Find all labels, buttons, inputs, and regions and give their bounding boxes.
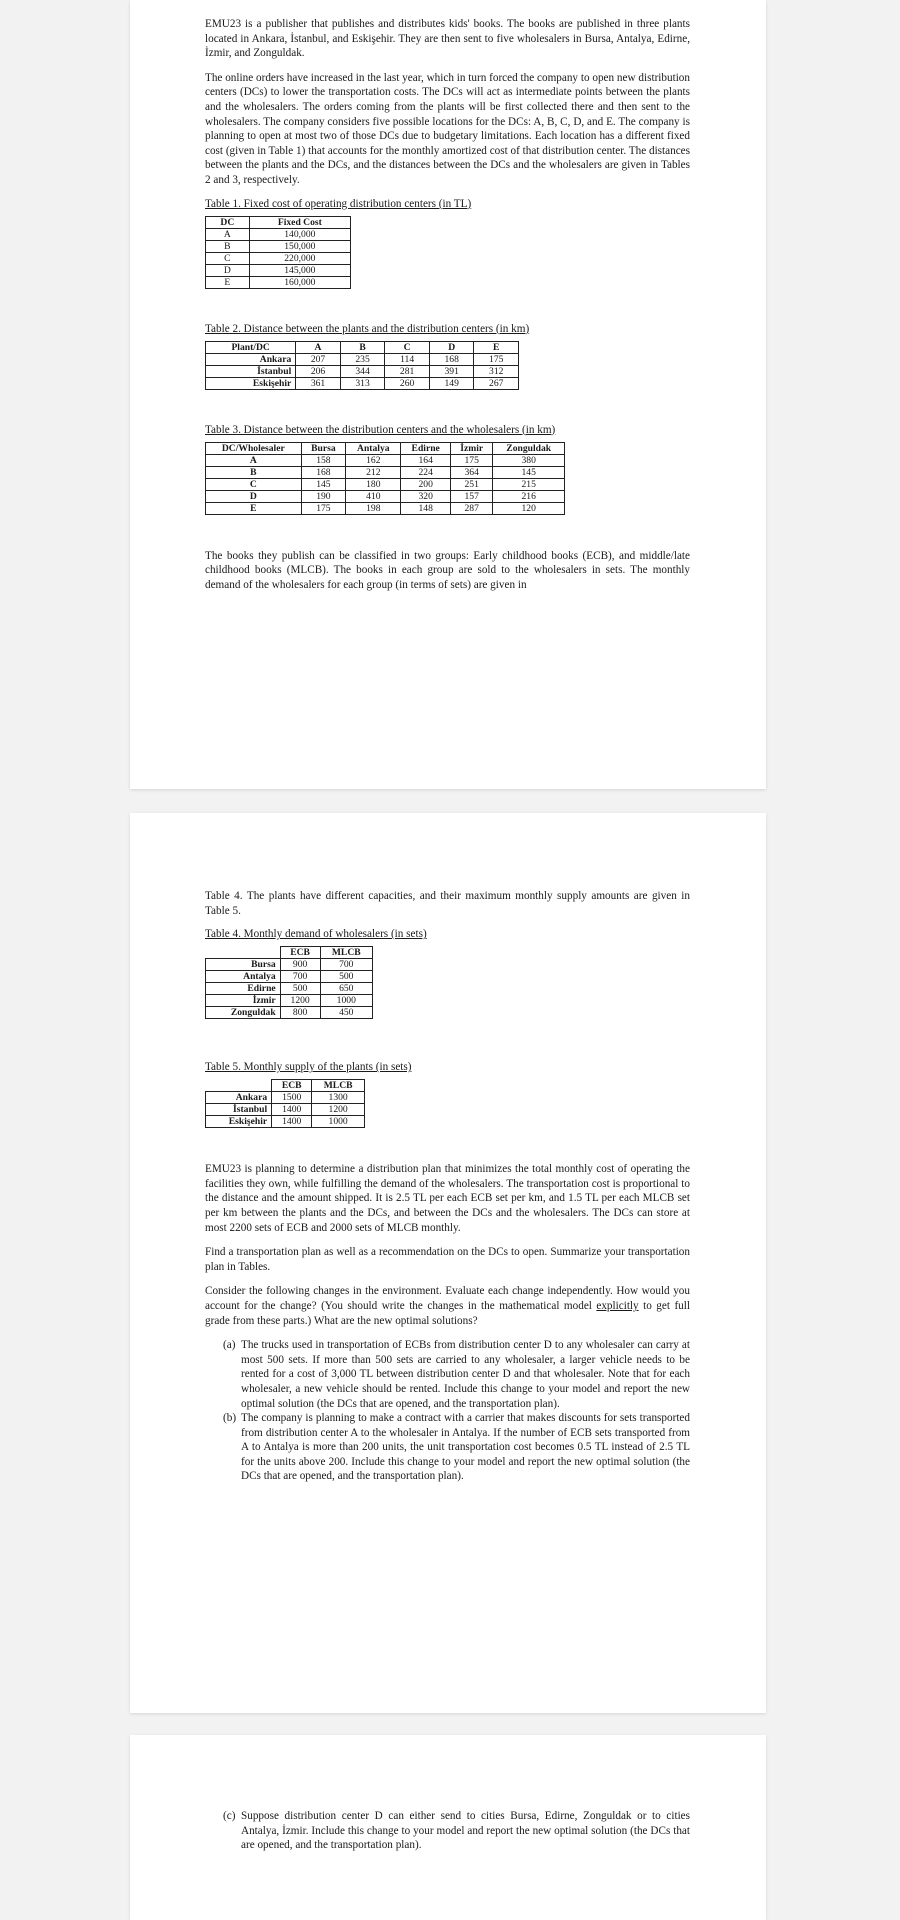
table-row-header: İstanbul xyxy=(206,1104,272,1116)
table-row-header: C xyxy=(206,478,302,490)
table-row-header: Ankara xyxy=(206,353,296,365)
table-header-cell: Edirne xyxy=(401,442,451,454)
document-page-2 xyxy=(130,813,766,1713)
table-cell: 700 xyxy=(280,971,320,983)
table4-monthly-demand xyxy=(205,946,373,1019)
table-cell: 207 xyxy=(296,353,341,365)
table1-caption: Table 1. Fixed cost of operating distribution centers (in TL) xyxy=(205,197,472,210)
table-row-header: B xyxy=(206,466,302,478)
table-row xyxy=(206,466,565,478)
table-header-cell: Fixed Cost xyxy=(249,216,350,228)
table2-plant-dc-distance xyxy=(205,341,519,390)
table-cell: 364 xyxy=(450,466,492,478)
changes-paragraph xyxy=(205,1284,690,1328)
table-row xyxy=(206,490,565,502)
table-row-header: İzmir xyxy=(206,995,281,1007)
document-page-3 xyxy=(130,1735,766,1920)
table-row xyxy=(206,983,373,995)
table-cell: 180 xyxy=(346,478,401,490)
table-cell: 260 xyxy=(385,377,430,389)
table-cell: 900 xyxy=(280,959,320,971)
table-cell: 800 xyxy=(280,1007,320,1019)
table2-caption: Table 2. Distance between the plants and the distribution centers (in km) xyxy=(205,322,530,335)
table3-caption: Table 3. Distance between the distribution centers and the wholesalers (in km) xyxy=(205,423,556,436)
table-cell: 1300 xyxy=(312,1092,365,1104)
table-cell: 148 xyxy=(401,502,451,514)
table-cell: 251 xyxy=(450,478,492,490)
table-header-cell: MLCB xyxy=(320,947,372,959)
table-cell: 158 xyxy=(301,454,346,466)
task-paragraph: Find a transportation plan as well as a recommendation on the DCs to open. Summarize your transportation plan in Tables. xyxy=(205,1246,690,1273)
table-cell: D xyxy=(206,264,250,276)
objective-paragraph: EMU23 is planning to determine a distribution plan that minimizes the total monthly cost of operating the facilities they own, while fulfilling the demand of the wholesalers. The transportation cost is proportional to the distance and the amount shipped. It is 2.5 TL per each ECB set per km, and 1.5 TL per each MLCB set per km between the plants and the DCs, and between the DCs and the wholesalers. The DCs can store at most 2200 sets of ECB and 2000 sets of MLCB monthly. xyxy=(205,1163,690,1234)
table-row xyxy=(206,995,373,1007)
list-item xyxy=(223,1809,690,1853)
table-cell: 190 xyxy=(301,490,346,502)
table-header-cell xyxy=(206,1080,272,1092)
part-c-text: Suppose distribution center D can either send to cities Bursa, Edirne, Zonguldak or to cities Antalya, İzmir. Include this change to your model and report the new optimal solution (the DCs that are opened, and the transportation plan). xyxy=(241,1810,690,1852)
changes-text: Consider the following changes in the environment. Evaluate each change independently. How would you account for the change? (You should write the changes in the mathematical model xyxy=(205,1285,690,1312)
table-cell: 212 xyxy=(346,466,401,478)
table-cell: 145,000 xyxy=(249,264,350,276)
changes-emphasis: explicitly xyxy=(596,1299,639,1312)
table5-monthly-supply xyxy=(205,1079,365,1128)
table-cell: 215 xyxy=(493,478,565,490)
table-row xyxy=(206,353,519,365)
table-header-cell: D xyxy=(429,341,474,353)
table-row xyxy=(206,971,373,983)
table-cell: 313 xyxy=(340,377,385,389)
table-cell: 145 xyxy=(301,478,346,490)
table-cell: 267 xyxy=(474,377,519,389)
table-header-cell: ECB xyxy=(272,1080,312,1092)
table-header-cell: MLCB xyxy=(312,1080,365,1092)
table-cell: 175 xyxy=(301,502,346,514)
table-header-cell: B xyxy=(340,341,385,353)
part-label: (c) xyxy=(223,1810,236,1822)
table-cell: 168 xyxy=(301,466,346,478)
table-cell: 149 xyxy=(429,377,474,389)
table-cell: 198 xyxy=(346,502,401,514)
table-row xyxy=(206,959,373,971)
table-row xyxy=(206,1116,365,1128)
table-row xyxy=(206,1092,365,1104)
table4-caption: Table 4. Monthly demand of wholesalers (in sets) xyxy=(205,928,427,941)
part-label: (a) xyxy=(223,1339,236,1352)
table-cell: 312 xyxy=(474,365,519,377)
changes-text: to get full grade from these parts.) What are the new optimal solutions? xyxy=(205,1299,690,1327)
table-cell: 224 xyxy=(401,466,451,478)
table-cell: 168 xyxy=(429,353,474,365)
table-row-header: Ankara xyxy=(206,1092,272,1104)
table-cell: 650 xyxy=(320,983,372,995)
table-cell: 1200 xyxy=(312,1104,365,1116)
table-row xyxy=(206,228,351,240)
table-row-header: Eskişehir xyxy=(206,1116,272,1128)
table-header-cell: Antalya xyxy=(346,442,401,454)
table-cell: 157 xyxy=(450,490,492,502)
table-cell: 120 xyxy=(493,502,565,514)
table-header-cell: DC xyxy=(206,216,250,228)
table5-caption: Table 5. Monthly supply of the plants (in sets) xyxy=(205,1061,412,1074)
table-row-header: İstanbul xyxy=(206,365,296,377)
table-cell: 216 xyxy=(493,490,565,502)
table-cell: 114 xyxy=(385,353,430,365)
table-header-cell xyxy=(206,947,281,959)
table-row-header: Antalya xyxy=(206,971,281,983)
table-row-header: E xyxy=(206,502,302,514)
table-row-header: Zonguldak xyxy=(206,1007,281,1019)
table-header-cell: E xyxy=(474,341,519,353)
table-row xyxy=(206,454,565,466)
table-cell: 700 xyxy=(320,959,372,971)
table-row xyxy=(206,276,351,288)
table-header-cell: Plant/DC xyxy=(206,341,296,353)
dc-description-paragraph: The online orders have increased in the last year, which in turn forced the company to open new distribution centers (DCs) to lower the transportation costs. The DCs will act as intermediate points between the plants and the wholesalers. The orders coming from the plants will be first collected there and then sent to the wholesalers. The company considers five possible locations for the DCs: A, B, C, D, and E. The company is planning to open at most two of those DCs due to budgetary limitations. Each location has a different fixed cost (given in Table 1) that accounts for the monthly amortized cost of that distribution center. The distances between the plants and the DCs, and the distances between the DCs and the wholesalers are given in Tables 2 and 3, respectively. xyxy=(205,71,690,186)
table-cell: 410 xyxy=(346,490,401,502)
table-cell: 1000 xyxy=(320,995,372,1007)
table-cell: 320 xyxy=(401,490,451,502)
table-row xyxy=(206,1104,365,1116)
table-cell: 220,000 xyxy=(249,252,350,264)
table-cell: 145 xyxy=(493,466,565,478)
table-row xyxy=(206,240,351,252)
parts-list xyxy=(205,1809,690,1853)
part-b-text: The company is planning to make a contract with a carrier that makes discounts for sets transported from distribution center A to the wholesaler in Antalya. If the number of ECB sets transported from A to Antalya is more than 200 units, the unit transportation cost becomes 0.5 TL instead of 2.5 TL for the units above 200. Include this change to your model and report the new optimal solution (the DCs that are opened, and the transportation plan). xyxy=(241,1412,690,1483)
table-cell: 162 xyxy=(346,454,401,466)
table-cell: A xyxy=(206,228,250,240)
parts-list xyxy=(205,1338,690,1484)
document-page-1 xyxy=(130,0,766,789)
table-cell: 1400 xyxy=(272,1104,312,1116)
table1-fixed-cost xyxy=(205,216,351,289)
table-row-header: Bursa xyxy=(206,959,281,971)
table3-dc-wholesaler-distance xyxy=(205,442,565,515)
list-item xyxy=(223,1338,690,1411)
table-header-cell: Bursa xyxy=(301,442,346,454)
capacity-paragraph: Table 4. The plants have different capacities, and their maximum monthly supply amounts are given in Table 5. xyxy=(205,890,690,917)
table-header-cell: Zonguldak xyxy=(493,442,565,454)
table-row xyxy=(206,365,519,377)
table-cell: 1200 xyxy=(280,995,320,1007)
table-cell: 200 xyxy=(401,478,451,490)
table-row-header: A xyxy=(206,454,302,466)
table-cell: 235 xyxy=(340,353,385,365)
table-cell: 150,000 xyxy=(249,240,350,252)
table-cell: 206 xyxy=(296,365,341,377)
table-row xyxy=(206,252,351,264)
table-cell: 450 xyxy=(320,1007,372,1019)
table-cell: 160,000 xyxy=(249,276,350,288)
table-cell: 164 xyxy=(401,454,451,466)
table-cell: 1000 xyxy=(312,1116,365,1128)
table-header-cell: ECB xyxy=(280,947,320,959)
table-row xyxy=(206,502,565,514)
table-row xyxy=(206,1007,373,1019)
intro-paragraph: EMU23 is a publisher that publishes and distributes kids' books. The books are published in three plants located in Ankara, İstanbul, and Eskişehir. They are then sent to five wholesalers in Bursa, Antalya, Edirne, İzmir, and Zonguldak. xyxy=(205,18,690,60)
table-header-cell: İzmir xyxy=(450,442,492,454)
table-header-cell: C xyxy=(385,341,430,353)
table-cell: 500 xyxy=(280,983,320,995)
part-label: (b) xyxy=(223,1412,237,1425)
table-header-cell: DC/Wholesaler xyxy=(206,442,302,454)
list-item xyxy=(223,1411,690,1484)
table-cell: 175 xyxy=(474,353,519,365)
table-cell: B xyxy=(206,240,250,252)
table-cell: 287 xyxy=(450,502,492,514)
table-cell: C xyxy=(206,252,250,264)
table-header-cell: A xyxy=(296,341,341,353)
table-row-header: Edirne xyxy=(206,983,281,995)
table-cell: 391 xyxy=(429,365,474,377)
table-row-header: Eskişehir xyxy=(206,377,296,389)
table-row xyxy=(206,478,565,490)
table-cell: 140,000 xyxy=(249,228,350,240)
table-cell: 1400 xyxy=(272,1116,312,1128)
table-cell: 380 xyxy=(493,454,565,466)
table-row xyxy=(206,264,351,276)
book-groups-paragraph: The books they publish can be classified in two groups: Early childhood books (ECB), and middle/late childhood books (MLCB). The books in each group are sold to the wholesalers in sets. The monthly demand of the wholesalers for each group (in terms of sets) are given in xyxy=(205,549,690,591)
table-cell: 175 xyxy=(450,454,492,466)
table-row-header: D xyxy=(206,490,302,502)
table-cell: 361 xyxy=(296,377,341,389)
table-cell: 344 xyxy=(340,365,385,377)
table-cell: 281 xyxy=(385,365,430,377)
table-cell: 1500 xyxy=(272,1092,312,1104)
table-row xyxy=(206,377,519,389)
part-a-text: The trucks used in transportation of ECBs from distribution center D to any wholesaler can carry at most 500 sets. If more than 500 sets are carried to any wholesaler, a larger vehicle needs to be rented for a cost of 3,000 TL between distribution center D and that wholesaler. Note that for each wholesaler, a new vehicle should be rented. Include this change to your model and report the new optimal solution (the DCs that are opened, and the transportation plan). xyxy=(241,1339,690,1410)
table-cell: E xyxy=(206,276,250,288)
table-cell: 500 xyxy=(320,971,372,983)
